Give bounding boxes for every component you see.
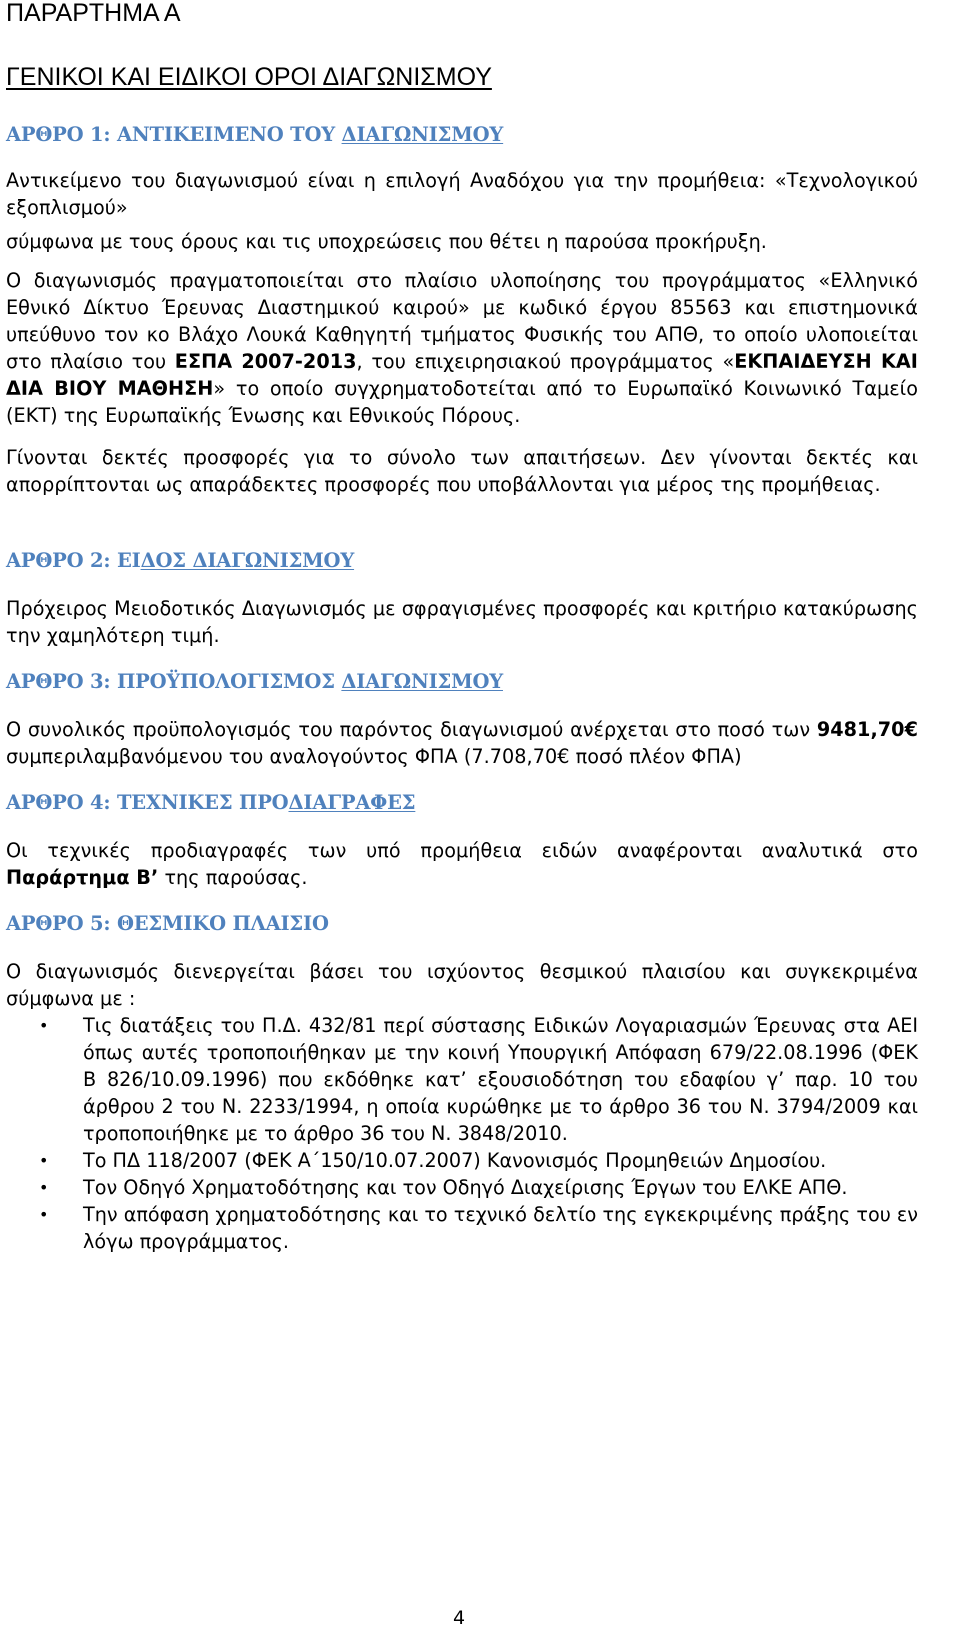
article-4-annex-b: Παράρτημα Β’ bbox=[6, 866, 159, 889]
article-1-p3-text-c: » το οποίο συγχρηματοδοτείται από το Ευρωπαϊκό Κοινωνικό Ταμείο (ΕΚΤ) της Ευρωπαϊκής Ένωσης και Εθνικούς Πόρους. bbox=[6, 377, 918, 427]
list-item-text: Τις διατάξεις του Π.Δ. 432/81 περί σύστασης Ειδικών Λογαριασμών Έρευνας στα ΑΕΙ όπως αυτές τροποποιήθηκαν με την κοινή Υπουργική Απόφαση 679/22.08.1996 (ΦΕΚ Β 826/10.09.1996) που εκδόθηκε κατ’ εξουσιοδότηση του εδαφίου γ’ παρ. 10 του άρθρου 2 του Ν. 2233/1994, η οποία κυρώθηκε με το άρθρο 36 του Ν. 3794/2009 και τροποποιήθηκε με το άρθρο 36 του Ν. 3848/2010. bbox=[83, 1014, 918, 1145]
article-1-heading-prefix: ΑΡΘΡΟ 1: ΑΝΤΙΚΕΙΜΕΝΟ ΤΟΥ bbox=[6, 123, 342, 146]
article-1-p3-text-a: Ο διαγωνισμός πραγματοποιείται στο πλαίσιο υλοποίησης του προγράμματος «Ελληνικό Εθνικό Δίκτυο Έρευνας Διαστημικού καιρού» με κωδικό έργου 85563 και επιστημονικά υπεύθυνο τον κο Βλάχο Λουκά Καθηγητή τμήματος Φυσικής του ΑΠΘ, το οποίο υλοποιείται στο πλαίσιο του bbox=[6, 269, 918, 373]
article-3-p1-text-a: Ο συνολικός προϋπολογισμός του παρόντος διαγωνισμού ανέρχεται στο ποσό των bbox=[6, 718, 817, 741]
list-item-text: Τον Οδηγό Χρηματοδότησης και τον Οδηγό Διαχείρισης Έργων του ΕΛΚΕ ΑΠΘ. bbox=[83, 1176, 848, 1199]
article-4 bbox=[6, 790, 918, 891]
article-4-heading-prefix: ΑΡΘΡΟ 4: ΤΕΧΝΙΚΕΣ ΠΡΟ bbox=[6, 791, 289, 814]
article-4-p1-text-a: Οι τεχνικές προδιαγραφές των υπό προμήθεια ειδών αναφέρονται αναλυτικά στο bbox=[6, 839, 918, 862]
article-5-paragraph-1: Ο διαγωνισμός διενεργείται βάσει του ισχύοντος θεσμικού πλαισίου και συγκεκριμένα σύμφωνα με : bbox=[6, 960, 918, 1010]
article-4-heading bbox=[6, 790, 918, 816]
list-item-text: Την απόφαση χρηματοδότησης και το τεχνικό δελτίο της εγκεκριμένης πράξης του εν λόγω προγράμματος. bbox=[83, 1203, 918, 1253]
article-3-p1-text-b: συμπεριλαμβανόμενου του αναλογούντος ΦΠΑ (7.708,70€ ποσό πλέον ΦΠΑ) bbox=[6, 745, 742, 768]
article-5 bbox=[6, 911, 918, 1255]
bullet-icon: • bbox=[39, 1016, 49, 1035]
article-2 bbox=[6, 548, 918, 649]
list-item bbox=[6, 1201, 918, 1255]
main-title: ΓΕΝΙΚΟΙ ΚΑΙ ΕΙΔΙΚΟΙ ΟΡΟΙ ΔΙΑΓΩΝΙΣΜΟΥ bbox=[6, 63, 492, 91]
legal-framework-list bbox=[6, 1012, 918, 1255]
article-2-heading-underlined: ΔΟΣ ΔΙΑΓΩΝΙΣΜΟΥ bbox=[140, 549, 355, 572]
bullet-icon: • bbox=[39, 1205, 49, 1224]
annex-title: ΠΑΡΑΡΤΗΜΑ Α bbox=[6, 0, 181, 27]
article-1-paragraph-1: Αντικείμενο του διαγωνισμού είναι η επιλογή Αναδόχου για την προμήθεια: «Τεχνολογικού εξοπλισμού» bbox=[6, 169, 918, 219]
list-item bbox=[6, 1174, 918, 1201]
bullet-icon: • bbox=[39, 1178, 49, 1197]
article-3-heading bbox=[6, 669, 918, 695]
article-5-heading: ΑΡΘΡΟ 5: ΘΕΣΜΙΚΟ ΠΛΑΙΣΙΟ bbox=[6, 912, 329, 935]
article-4-heading-underlined: ΔΙΑΓΡΑΦΕΣ bbox=[288, 791, 416, 814]
article-3-paragraph-1 bbox=[6, 716, 918, 770]
article-1-paragraph-3 bbox=[6, 267, 918, 429]
article-3-heading-underlined: ΔΙΑΓΩΝΙΣΜΟΥ bbox=[341, 670, 503, 693]
list-item-text: Το ΠΔ 118/2007 (ΦΕΚ Α΄150/10.07.2007) Κανονισμός Προμηθειών Δημοσίου. bbox=[83, 1149, 827, 1172]
page-number: 4 bbox=[452, 1607, 466, 1629]
article-1-p3-program: ΕΚΠΑΙΔΕΥΣΗ ΚΑΙ ΔΙΑ ΒΙΟΥ ΜΑΘΗΣΗ bbox=[6, 350, 918, 400]
article-1-paragraph-4: Γίνονται δεκτές προσφορές για το σύνολο των απαιτήσεων. Δεν γίνονται δεκτές και απορρίπτονται ως απαράδεκτες προσφορές που υποβάλλονται για μέρος της προμήθειας. bbox=[6, 446, 918, 496]
article-4-p1-text-b: της παρούσας. bbox=[158, 866, 308, 889]
article-3-budget-amount: 9481,70€ bbox=[816, 718, 918, 741]
document-page bbox=[6, 0, 918, 1255]
article-2-heading-prefix: ΑΡΘΡΟ 2: ΕΙ bbox=[6, 549, 141, 572]
article-4-paragraph-1 bbox=[6, 837, 918, 891]
article-1-p3-espa: ΕΣΠΑ 2007-2013 bbox=[174, 350, 357, 373]
article-3-heading-prefix: ΑΡΘΡΟ 3: ΠΡΟΫΠΟΛΟΓΙΣΜΟΣ bbox=[6, 670, 342, 693]
article-2-heading bbox=[6, 548, 918, 574]
bullet-icon: • bbox=[39, 1151, 49, 1170]
article-1-heading-underlined: ΔΙΑΓΩΝΙΣΜΟΥ bbox=[341, 123, 504, 146]
article-2-paragraph-1: Πρόχειρος Μειοδοτικός Διαγωνισμός με σφραγισμένες προσφορές και κριτήριο κατακύρωσης την χαμηλότερη τιμή. bbox=[6, 597, 918, 647]
article-1-heading bbox=[6, 122, 918, 148]
article-1-paragraph-2: σύμφωνα με τους όρους και τις υποχρεώσεις που θέτει η παρούσα προκήρυξη. bbox=[6, 230, 767, 253]
list-item bbox=[6, 1147, 918, 1174]
list-item bbox=[6, 1012, 918, 1147]
article-1 bbox=[6, 122, 918, 498]
article-3 bbox=[6, 669, 918, 770]
article-1-p3-text-b: , του επιχειρησιακού προγράμματος « bbox=[356, 350, 735, 373]
